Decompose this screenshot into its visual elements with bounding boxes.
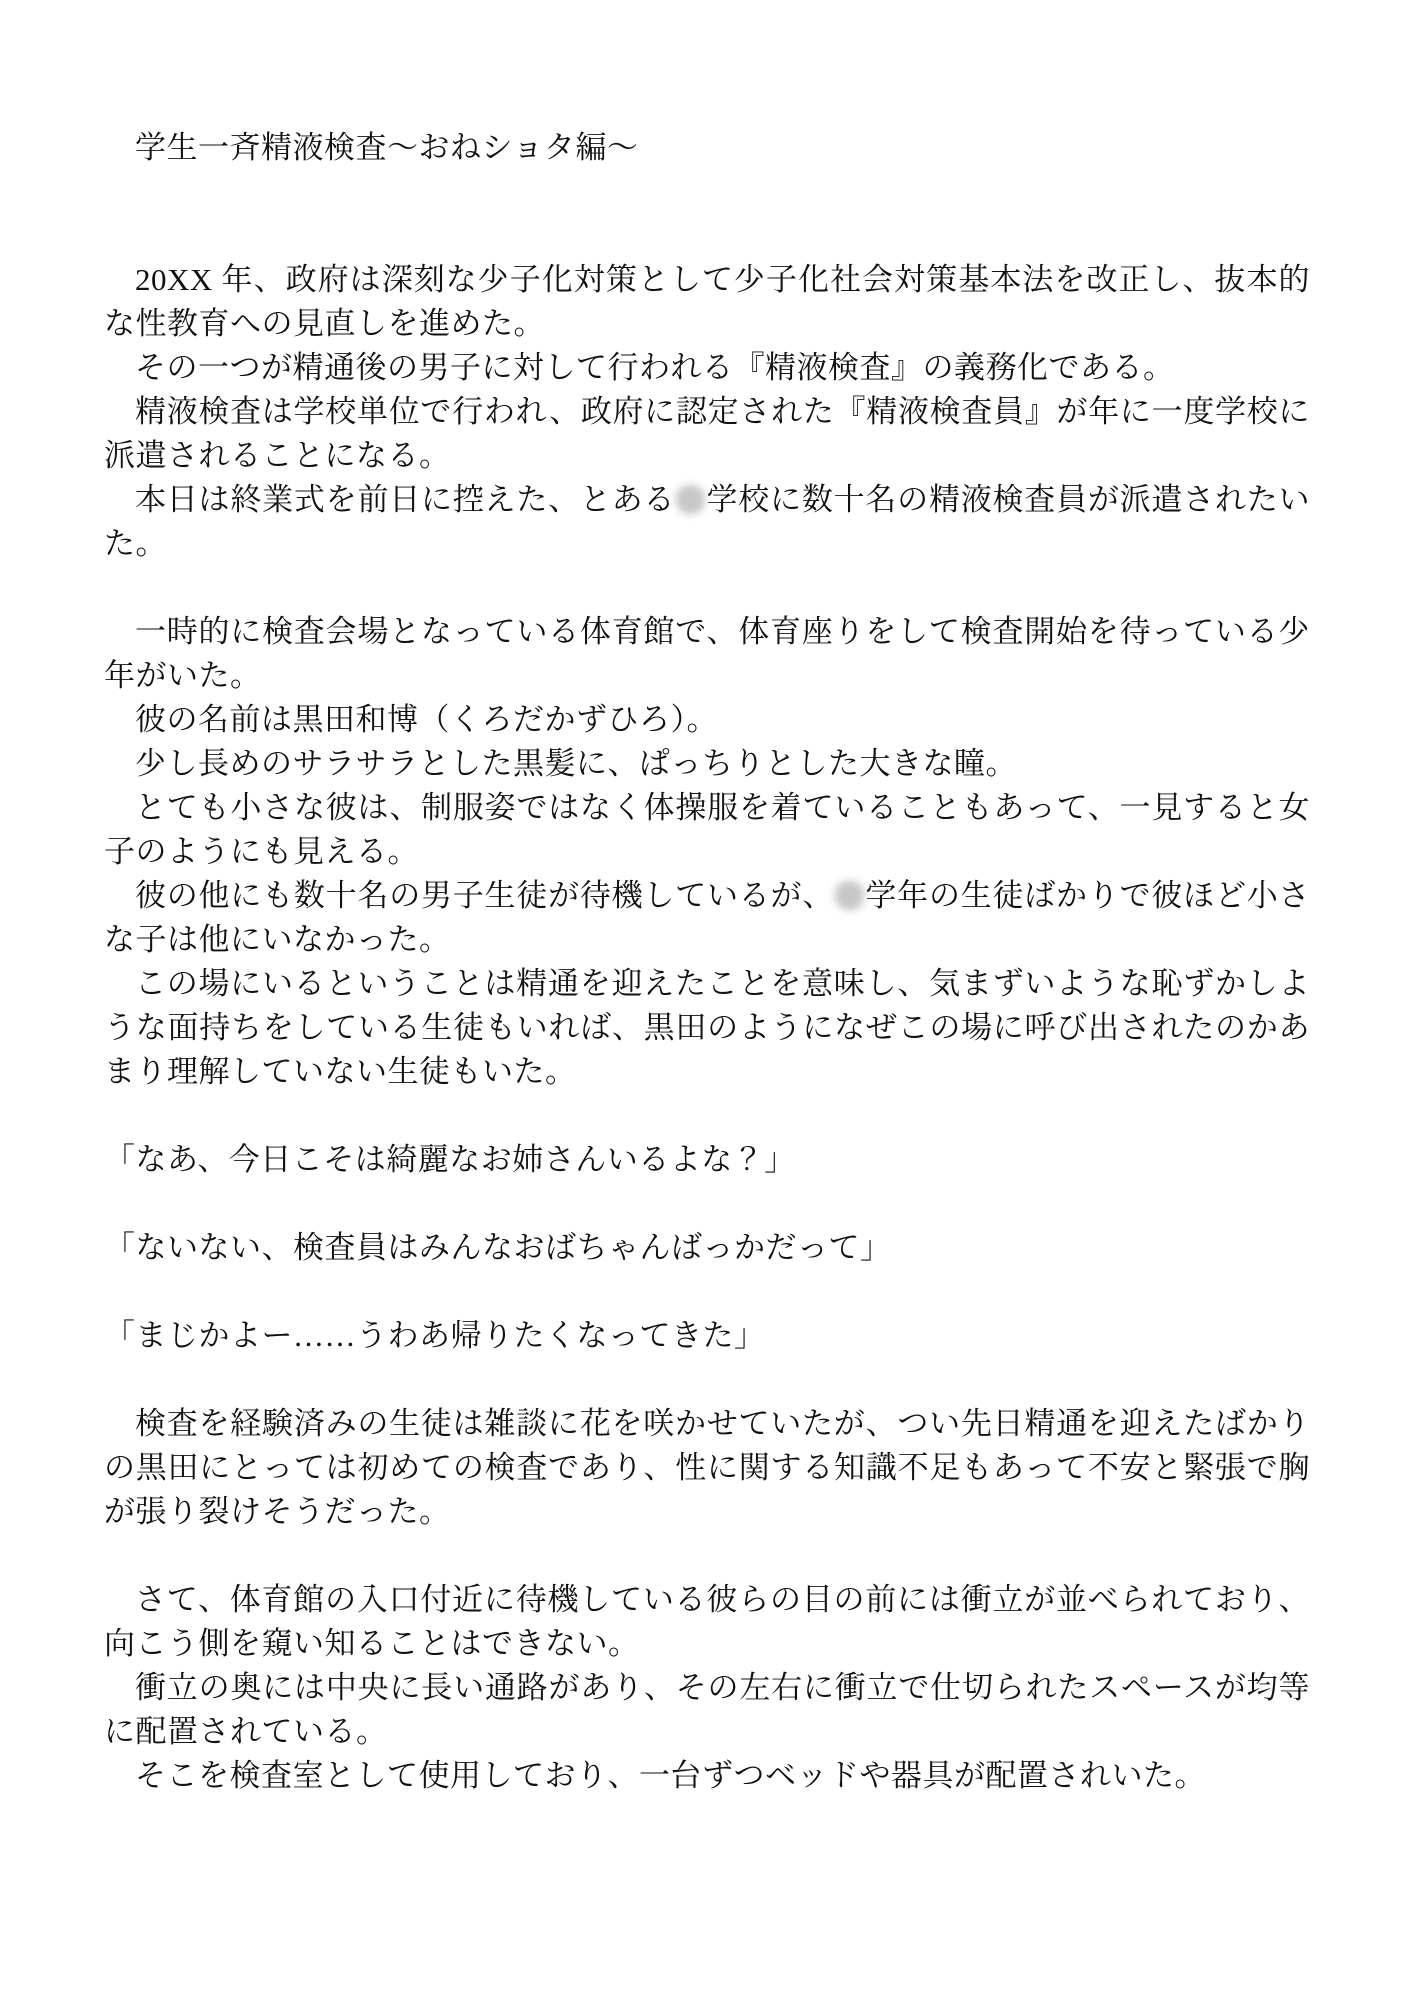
- document-body: [104, 170, 1310, 1798]
- blank-line: [104, 1094, 1310, 1138]
- paragraph: とても小さな彼は、制服姿ではなく体操服を着ていることもあって、一見すると女子のようにも見える。: [104, 790, 1310, 869]
- paragraph: 本日は終業式を前日に控えた、とある 学校に数十名の精液検査員が派遣されたいた。: [104, 482, 1311, 561]
- blank-line: [104, 1270, 1310, 1314]
- paragraph: 「まじかよー……うわあ帰りたくなってきた」: [104, 1318, 766, 1353]
- paragraph: 彼の他にも数十名の男子生徒が待機しているが、 学年の生徒ばかりで彼ほど小さな子は他にいなかった。: [104, 878, 1310, 957]
- censored-blur: [676, 485, 705, 514]
- blank-line: [104, 566, 1310, 610]
- paragraph: 「ないない、検査員はみんなおばちゃんばっかだって」: [104, 1230, 892, 1265]
- blank-line: [104, 214, 1310, 258]
- blank-line: [104, 1182, 1310, 1226]
- paragraph: 精液検査は学校単位で行われ、政府に認定された『精液検査員』が年に一度学校に派遣されることになる。: [104, 394, 1310, 473]
- blank-line: [104, 1534, 1310, 1578]
- paragraph: 少し長めのサラサラとした黒髪に、ぱっちりとした大きな瞳。: [135, 746, 1017, 781]
- paragraph: 「なあ、今日こそは綺麗なお姉さんいるよな？」: [104, 1142, 796, 1177]
- censored-blur: [835, 881, 864, 910]
- paragraph: この場にいるということは精通を迎えたことを意味し、気まずいような恥ずかしような面持ちをしている生徒もいれば、黒田のようになぜこの場に呼び出されたのかあまり理解していない生徒もいた。: [104, 966, 1310, 1089]
- paragraph: その一つが精通後の男子に対して行われる『精液検査』の義務化である。: [135, 350, 1175, 385]
- paragraph: さて、体育館の入口付近に待機している彼らの目の前には衝立が並べられており、向こう側を窺い知ることはできない。: [104, 1582, 1310, 1661]
- paragraph: そこを検査室として使用しており、一台ずつベッドや器具が配置されいた。: [135, 1758, 1206, 1793]
- blank-line: [104, 170, 1310, 214]
- document-title: 学生一斉精液検査～おねショタ編～: [135, 130, 639, 165]
- paragraph: 衝立の奥には中央に長い通路があり、その左右に衝立で仕切られたスペースが均等に配置されている。: [104, 1670, 1310, 1749]
- blank-line: [104, 1358, 1310, 1402]
- paragraph: 20XX 年、政府は深刻な少子化対策として少子化社会対策基本法を改正し、抜本的な性教育への見直しを進めた。: [104, 262, 1310, 341]
- document-content: [104, 126, 1310, 1798]
- paragraph: 一時的に検査会場となっている体育館で、体育座りをして検査開始を待っている少年がいた。: [104, 614, 1310, 693]
- paragraph: 検査を経験済みの生徒は雑談に花を咲かせていたが、つい先日精通を迎えたばかりの黒田にとっては初めての検査であり、性に関する知識不足もあって不安と緊張で胸が張り裂けそうだった。: [104, 1406, 1310, 1529]
- paragraph: 彼の名前は黒田和博（くろだかずひろ）。: [135, 702, 718, 737]
